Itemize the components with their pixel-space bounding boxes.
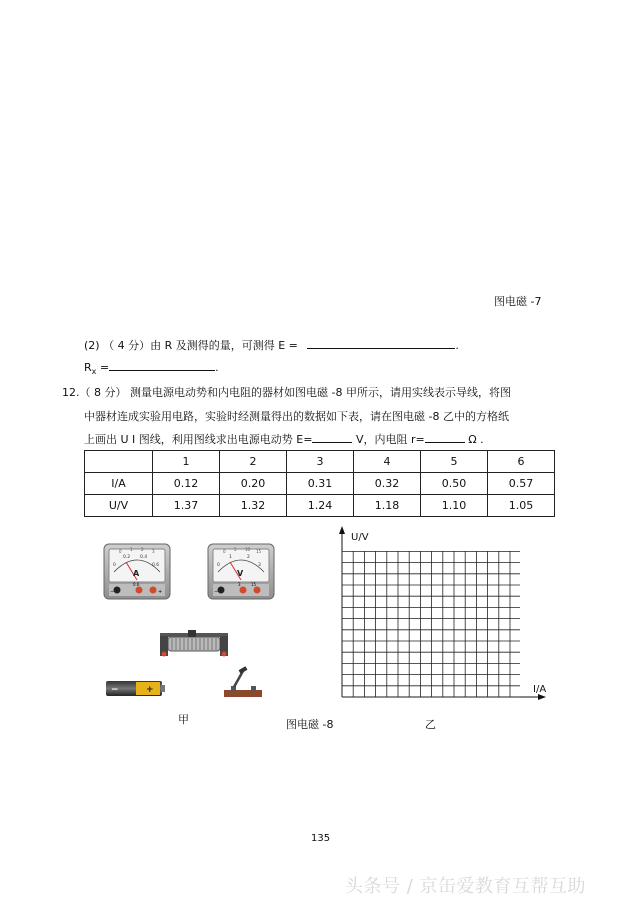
voltmeter-scale-small-0: 0	[223, 549, 226, 554]
voltmeter-scale-2: 2	[247, 555, 250, 560]
voltmeter-negative-terminal[interactable]	[218, 587, 225, 594]
table-cell: 0.20	[220, 473, 287, 495]
figure-8-caption: 图电磁 -8	[286, 718, 334, 731]
voltmeter-scale-small-3: 15	[256, 549, 262, 554]
table-cell: 4	[354, 451, 421, 473]
voltmeter-scale-1: 1	[229, 555, 232, 560]
rx-subscript: x	[91, 367, 97, 377]
question-12-line-3-c: Ω .	[464, 433, 484, 446]
voltmeter-scale-3: 3	[258, 563, 261, 568]
voltmeter-terminal-3-label: 3	[238, 582, 241, 587]
y-axis-arrow-icon	[339, 526, 345, 534]
ammeter-scale-small-2: 2	[141, 547, 144, 552]
question-12-line-2: 中器材连成实验用电路，实验时经测量得出的数据如下表，请在图电磁 -8 乙中的方格纸	[84, 410, 509, 423]
table-cell: 1	[153, 451, 220, 473]
table-cell: 1.18	[354, 495, 421, 517]
table-cell: 3	[287, 451, 354, 473]
voltmeter-scale-0: 0	[217, 563, 220, 568]
question-12-line-3-b: V，内电阻 r=	[352, 433, 425, 446]
table-cell: 1.24	[287, 495, 354, 517]
ammeter-scale-0: 0	[113, 563, 116, 568]
rx-label: R	[84, 361, 92, 374]
ammeter-scale-3: 0.6	[152, 563, 160, 568]
ammeter-terminal-minus: −	[110, 589, 115, 595]
battery[interactable]	[106, 681, 165, 696]
x-axis-label: I/A	[533, 684, 547, 695]
question-12-line-1: 12.（ 8 分） 测量电源电动势和内电阻的器材如图电磁 -8 甲所示，请用实线表示导线，将图	[62, 386, 511, 399]
page-number: 135	[311, 833, 331, 844]
table-cell: 6	[488, 451, 555, 473]
battery-plus-label: +	[146, 685, 154, 695]
ammeter-scale-1: 0.2	[123, 555, 131, 560]
ammeter	[104, 544, 170, 599]
voltmeter-terminal-3[interactable]	[240, 587, 247, 594]
ammeter-scale-2: 0.4	[140, 555, 148, 560]
table-cell: I/A	[85, 473, 153, 495]
question-2-prompt: (2) （ 4 分）由 R 及测得的量，可测得 E =	[84, 339, 298, 352]
table-cell: 1.32	[220, 495, 287, 517]
ammeter-terminal-06: 0.6	[133, 582, 140, 587]
figure-label-jia: 甲	[178, 713, 189, 726]
grid-paper	[339, 526, 546, 700]
ammeter-scale-small-1: 1	[130, 547, 133, 552]
table-cell: 0.12	[153, 473, 220, 495]
ammeter-terminal-3[interactable]	[150, 587, 157, 594]
table-cell: 0.50	[421, 473, 488, 495]
voltmeter	[208, 544, 274, 599]
ammeter-scale-small-0: 0	[119, 549, 122, 554]
grid-lines	[342, 551, 520, 697]
table-cell: U/V	[85, 495, 153, 517]
question-12-line-3-a: 上画出 U I 图线，利用图线求出电源电动势 E=	[84, 433, 313, 446]
voltmeter-letter: V	[237, 569, 244, 578]
table-cell: 1.37	[153, 495, 220, 517]
watermark: 头条号 / 京缶爱教育互帮互助	[345, 876, 587, 897]
table-cell: 1.10	[421, 495, 488, 517]
ammeter-negative-terminal[interactable]	[114, 587, 121, 594]
figure-7-caption: 图电磁 -7	[494, 295, 542, 308]
table-cell: 0.57	[488, 473, 555, 495]
table-cell: 1.05	[488, 495, 555, 517]
ammeter-scale-small-3: 3	[152, 549, 155, 554]
table-cell: 0.31	[287, 473, 354, 495]
ammeter-terminal-plus: +	[158, 589, 163, 595]
table-cell: 2	[220, 451, 287, 473]
rx-equals: =	[96, 361, 110, 374]
rheostat[interactable]	[160, 630, 228, 657]
ammeter-letter: A	[133, 569, 140, 578]
figure-label-yi: 乙	[425, 718, 436, 731]
battery-minus-label: −	[111, 685, 119, 695]
table-cell: 5	[421, 451, 488, 473]
y-axis-label: U/V	[351, 532, 369, 543]
ammeter-terminal-0-6[interactable]	[136, 587, 143, 594]
voltmeter-terminal-minus: −	[214, 589, 219, 595]
knife-switch[interactable]	[224, 666, 262, 697]
voltmeter-terminal-15-label: 15	[251, 582, 257, 587]
table-cell: 0.32	[354, 473, 421, 495]
voltmeter-scale-small-1: 5	[234, 547, 237, 552]
question-2-text: (2) （ 4 分）由 R 及测得的量，可测得 E = .	[84, 339, 459, 352]
rx-line: $R_x$ = .	[84, 361, 219, 377]
voltmeter-scale-small-2: 10	[245, 547, 251, 552]
voltmeter-terminal-15[interactable]	[254, 587, 261, 594]
